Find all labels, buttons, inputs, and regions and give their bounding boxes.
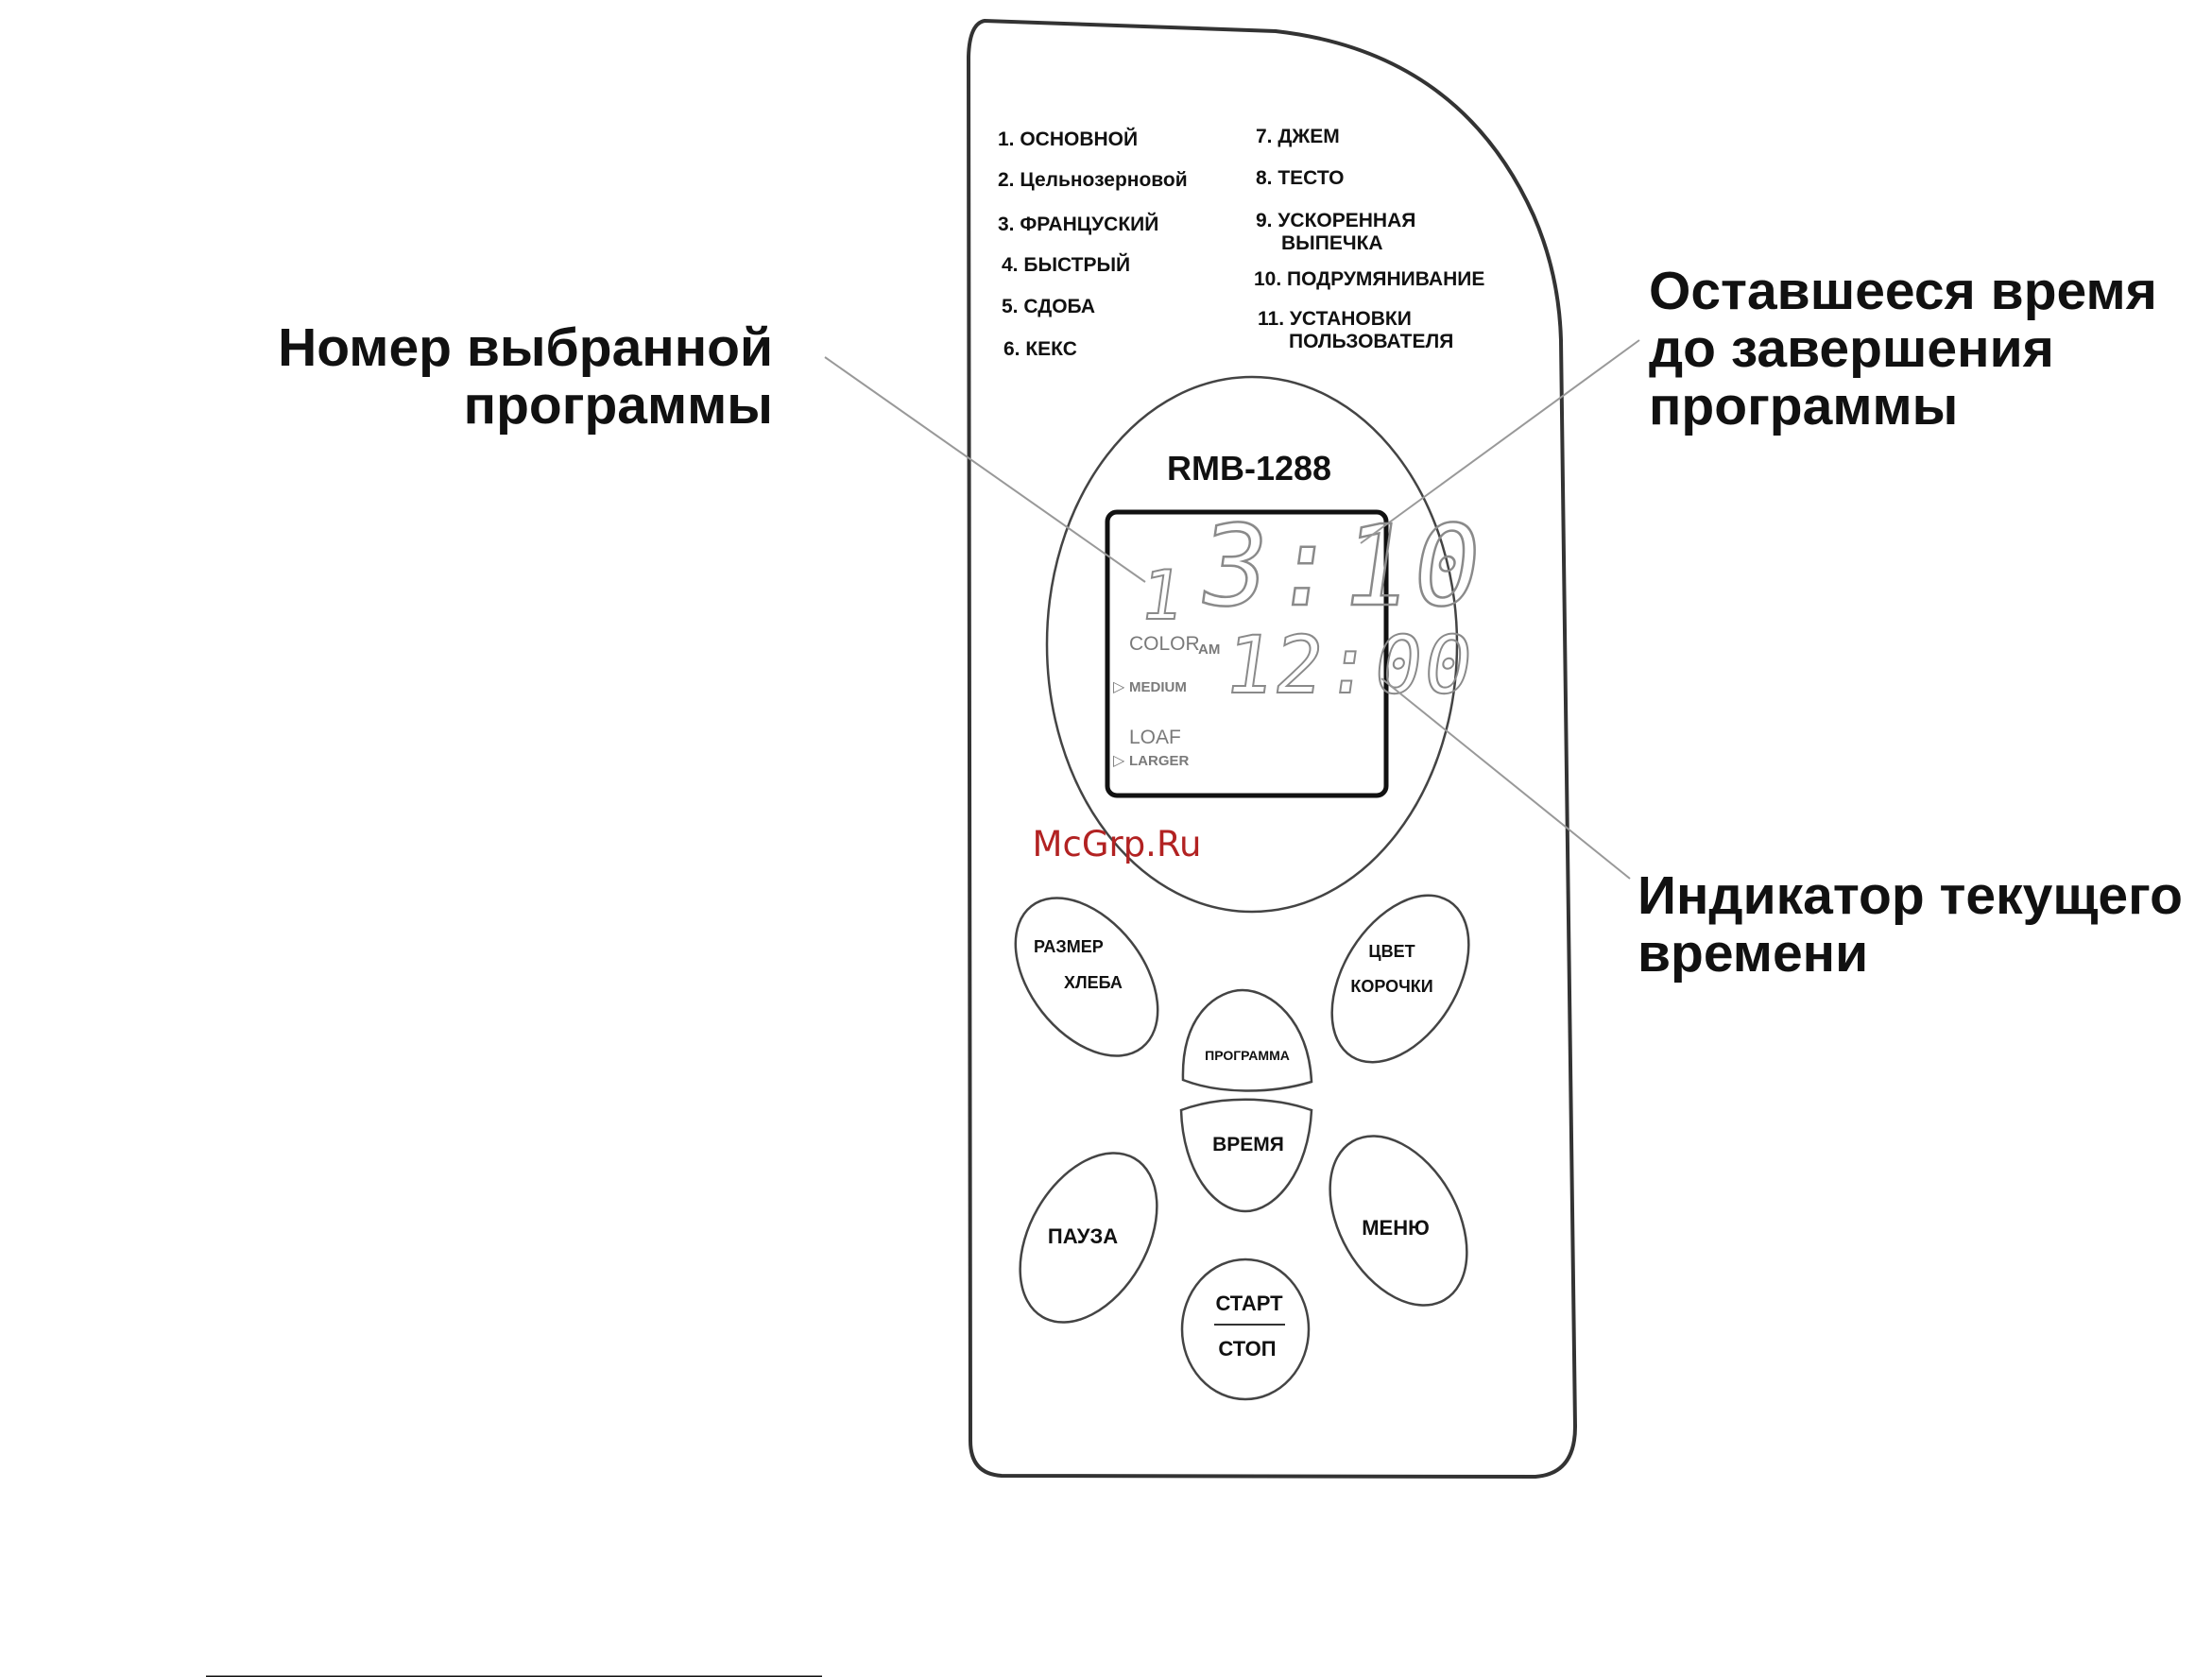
- program-button-label: ПРОГРАММА: [1205, 1048, 1290, 1063]
- lcd-loaf-label: LOAF: [1129, 727, 1181, 748]
- program-10: 10. ПОДРУМЯНИВАНИЕ: [1254, 268, 1485, 290]
- leader-line-remaining-time: [1361, 340, 1639, 543]
- crust-color-button-line2: КОРОЧКИ: [1350, 977, 1433, 996]
- program-5: 5. СДОБА: [1002, 296, 1095, 317]
- start-stop-button[interactable]: [1182, 1259, 1309, 1399]
- crust-color-button-line1: ЦВЕТ: [1368, 942, 1415, 961]
- callout-selected-program-line1: Номер выбранной: [278, 317, 773, 378]
- program-3: 3. ФРАНЦУСКИЙ: [998, 214, 1159, 235]
- program-4: 4. БЫСТРЫЙ: [1002, 254, 1131, 276]
- program-button[interactable]: [1183, 990, 1312, 1091]
- program-11: 11. УСТАНОВКИ: [1258, 308, 1412, 330]
- program-2: 2. Цельнозерновой: [998, 169, 1188, 191]
- program-7: 7. ДЖЕМ: [1256, 126, 1340, 147]
- program-9: 9. УСКОРЕННАЯ: [1256, 210, 1416, 231]
- time-button[interactable]: [1181, 1100, 1312, 1211]
- lcd-remaining-time: [1192, 502, 1493, 631]
- lcd-color-pointer: ▷: [1113, 679, 1125, 695]
- pause-button[interactable]: [992, 1129, 1185, 1346]
- callout-selected-program-line2: программы: [463, 375, 773, 436]
- lcd-current-time: [1219, 619, 1481, 711]
- stop-button-label: СТОП: [1218, 1337, 1277, 1360]
- program-6: 6. КЕКС: [1003, 338, 1077, 360]
- lcd-am-label: AM: [1198, 642, 1221, 658]
- bread-size-button-line1: РАЗМЕР: [1034, 937, 1104, 956]
- model-label: RMB-1288: [1166, 449, 1332, 488]
- program-11-line2: ПОЛЬЗОВАТЕЛЯ: [1289, 331, 1454, 352]
- lcd-loaf-value: LARGER: [1129, 753, 1190, 769]
- pause-button-label: ПАУЗА: [1047, 1224, 1119, 1248]
- lcd-color-value: MEDIUM: [1129, 679, 1187, 695]
- callout-remaining-time-line1: Оставшееся время: [1649, 261, 2157, 321]
- program-9-line2: ВЫПЕЧКА: [1281, 232, 1383, 254]
- menu-button-label: МЕНЮ: [1362, 1216, 1430, 1240]
- lcd-color-label: COLOR: [1129, 633, 1200, 655]
- callout-remaining-time-line2: до завершения: [1649, 318, 2054, 379]
- callout-current-time-line2: времени: [1638, 923, 1869, 984]
- lcd-current-time-value: 12:00: [1219, 619, 1481, 711]
- watermark: McGrp.Ru: [1032, 824, 1202, 864]
- leader-line-current-time: [1381, 678, 1630, 879]
- bread-size-button[interactable]: [986, 871, 1187, 1083]
- lcd-remaining-time-value: 3:10: [1192, 501, 1494, 631]
- lcd-loaf-pointer: ▷: [1113, 753, 1125, 769]
- program-1: 1. ОСНОВНОЙ: [998, 128, 1139, 150]
- crust-color-button[interactable]: [1304, 871, 1498, 1087]
- program-8: 8. ТЕСТО: [1256, 167, 1345, 189]
- time-button-label: ВРЕМЯ: [1212, 1134, 1284, 1155]
- lcd-program-number: [1136, 556, 1188, 636]
- lcd-program-number-value: 1: [1135, 556, 1188, 636]
- callout-current-time-line1: Индикатор текущего: [1638, 865, 2183, 926]
- callout-remaining-time-line3: программы: [1649, 376, 1959, 436]
- start-button-label: СТАРТ: [1215, 1292, 1283, 1315]
- menu-button[interactable]: [1302, 1112, 1495, 1329]
- bread-size-button-line2: ХЛЕБА: [1064, 973, 1123, 992]
